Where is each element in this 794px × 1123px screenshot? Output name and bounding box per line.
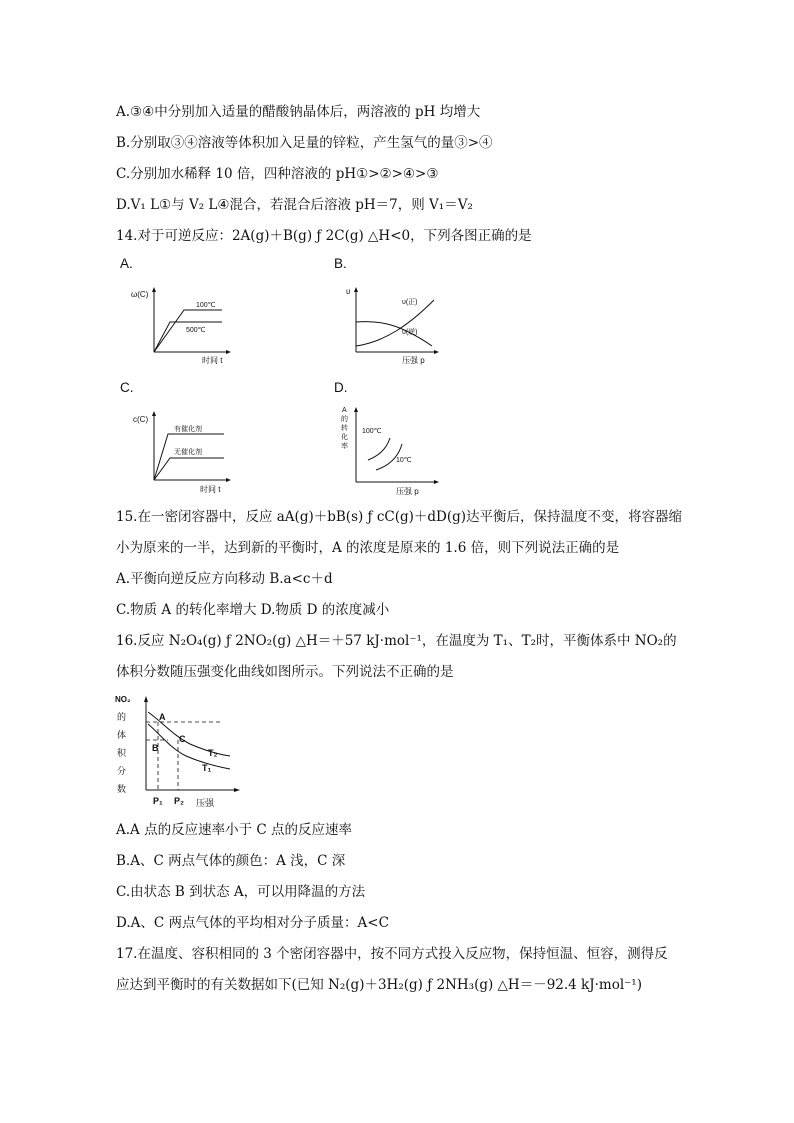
graph-d-curve2-label: 10℃ <box>396 457 412 464</box>
q13-option-c: C.分别加水稀释 10 倍，四种溶液的 pH①>②>④>③ <box>116 166 439 182</box>
graph-d-ylabel <box>341 407 348 450</box>
graph-a-curve2-label: 500℃ <box>186 327 206 334</box>
q14-label-d: D. <box>334 380 348 395</box>
q14-stem: 14.对于可逆反应：2A(g)＋B(g) ƒ 2C(g) △H<0，下列各图正确的是 <box>116 228 532 244</box>
svg-text:分: 分 <box>117 766 127 776</box>
q16-option-a: A.A 点的反应速率小于 C 点的反应速率 <box>116 822 352 838</box>
q14-graph-d <box>336 400 448 498</box>
q14-label-a: A. <box>120 256 133 271</box>
q14-label-b: B. <box>334 256 347 271</box>
q14-graph-b <box>340 282 450 368</box>
svg-text:数: 数 <box>117 784 127 794</box>
q16-point-b: B <box>152 743 159 753</box>
graph-d-curve-100 <box>368 438 390 460</box>
svg-text:体: 体 <box>117 730 127 740</box>
q14-graph-a <box>128 282 240 368</box>
q16-xlabel: 压强 <box>196 798 215 808</box>
q16-option-c: C.由状态 B 到状态 A，可以用降温的方法 <box>116 884 366 900</box>
svg-text:化: 化 <box>341 434 348 441</box>
graph-b-xlabel: 压强 p <box>402 356 425 365</box>
svg-text:积: 积 <box>117 748 127 758</box>
graph-c-curve-catalyst <box>154 434 224 480</box>
q16-point-c: C <box>179 734 186 744</box>
q16-ylabel-top: NO₂ <box>115 695 131 704</box>
svg-text:A: A <box>342 407 347 414</box>
graph-a-ylabel: ω(C) <box>131 290 149 299</box>
graph-c-curve2-label: 无催化剂 <box>174 449 202 456</box>
q17-stem-line1: 17.在温度、容积相同的 3 个密闭容器中，按不同方式投入反应物，保持恒温、恒容，测得反 <box>116 946 668 962</box>
q14-graph-c <box>128 406 240 496</box>
q16-point-a: A <box>159 712 166 722</box>
graph-b-ylabel: υ <box>346 287 351 296</box>
graph-d-curve1-label: 100℃ <box>362 428 382 435</box>
graph-c-ylabel: c(C) <box>133 415 149 424</box>
svg-text:的: 的 <box>341 416 348 423</box>
q15-stem-line1: 15.在一密闭容器中，反应 aA(g)＋bB(s) ƒ cC(g)＋dD(g)达平衡后，保持温度不变，将容器缩 <box>116 509 683 525</box>
q15-stem-line2: 小为原来的一半，达到新的平衡时，A 的浓度是原来的 1.6 倍，则下列说法正确的是 <box>116 540 620 556</box>
q15-options-cd: C.物质 A 的转化率增大 D.物质 D 的浓度减小 <box>116 602 390 618</box>
q16-curve-t2-label: T₂ <box>208 748 218 758</box>
graph-c-curve1-label: 有催化剂 <box>174 426 202 433</box>
graph-a-xlabel: 时间 t <box>202 356 223 365</box>
q13-option-b: B.分别取③④溶液等体积加入足量的锌粒，产生氢气的量③>④ <box>116 135 493 151</box>
q15-options-ab: A.平衡向逆反应方向移动 B.a<c＋d <box>116 571 333 587</box>
graph-a-curve1-label: 100℃ <box>196 302 216 309</box>
q17-stem-line2: 应达到平衡时的有关数据如下(已知 N₂(g)＋3H₂(g) ƒ 2NH₃(g) △H＝－92.4 kJ·mol⁻¹) <box>116 977 642 993</box>
q16-x-p2: P₂ <box>174 796 185 806</box>
svg-text:的: 的 <box>117 712 127 722</box>
q16-ylabel <box>117 711 127 794</box>
q14-label-c: C. <box>120 380 134 395</box>
graph-c-xlabel: 时间 t <box>200 485 221 494</box>
graph-b-curve1-label: υ(正) <box>402 299 418 306</box>
svg-text:率: 率 <box>341 443 348 450</box>
q16-option-b: B.A、C 两点气体的颜色：A 浅，C 深 <box>116 853 346 869</box>
q16-x-p1: P₁ <box>153 796 163 806</box>
graph-b-curve-forward <box>356 322 432 346</box>
graph-b-curve2-label: υ(逆) <box>402 329 418 336</box>
graph-c-curve-nocatalyst <box>154 458 224 480</box>
q16-curve-t1-label: T₁ <box>202 763 212 773</box>
svg-text:转: 转 <box>341 425 348 432</box>
q13-option-d: D.V₁ L①与 V₂ L④混合，若混合后溶液 pH＝7，则 V₁＝V₂ <box>116 197 473 213</box>
q16-stem-line1: 16.反应 N₂O₄(g) ƒ 2NO₂(g) △H＝＋57 kJ·mol⁻¹，在温度为 T₁、T₂时，平衡体系中 NO₂的 <box>116 633 677 649</box>
q16-stem-line2: 体积分数随压强变化曲线如图所示。下列说法不正确的是 <box>116 664 454 680</box>
q13-option-a: A.③④中分别加入适量的醋酸钠晶体后，两溶液的 pH 均增大 <box>116 104 481 120</box>
graph-d-xlabel: 压强 p <box>396 487 419 496</box>
q16-graph <box>112 690 252 812</box>
q16-curve-t1 <box>148 724 230 769</box>
q16-option-d: D.A、C 两点气体的平均相对分子质量：A<C <box>116 915 389 931</box>
